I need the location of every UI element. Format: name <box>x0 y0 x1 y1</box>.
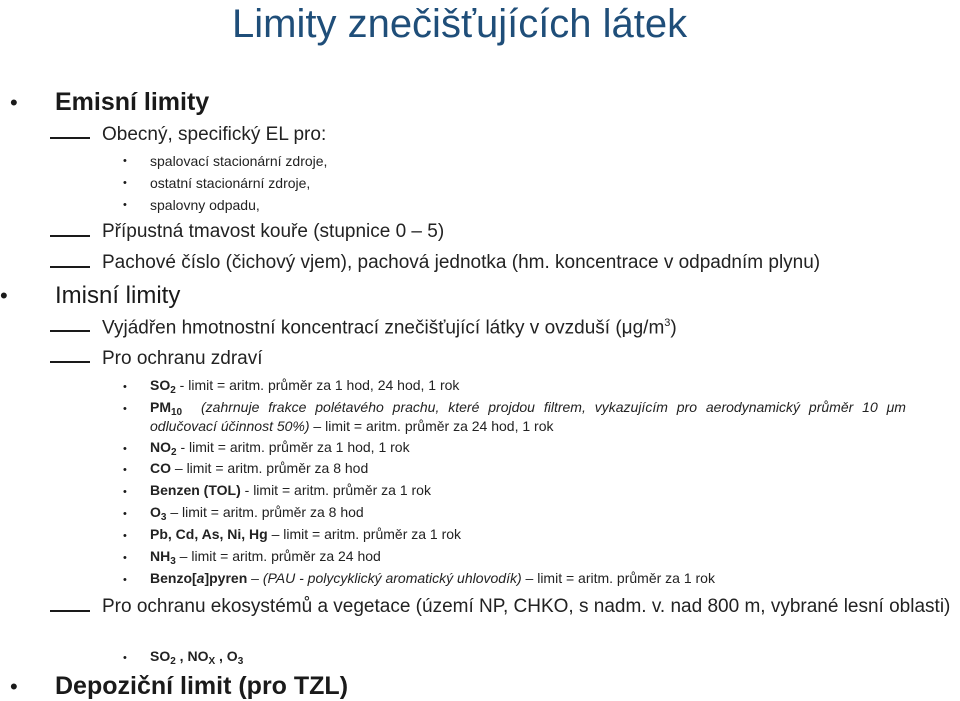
bullet-dot: • <box>123 508 127 520</box>
close-paren: ) <box>670 317 677 339</box>
pollutant-subscript: 2 <box>170 656 176 667</box>
bullet-dot: • <box>10 90 18 115</box>
pollutant-subscript: 2 <box>171 447 177 458</box>
pollutant-limit: – limit = aritm. průměr za 1 rok <box>521 570 715 586</box>
bullet-dot: • <box>123 530 127 542</box>
pollutant-metals <box>150 526 461 542</box>
bullet-dot: • <box>123 652 127 664</box>
bullet-dot: • <box>123 199 127 211</box>
eko-pollutants <box>150 648 243 667</box>
pollutant-o3 <box>150 504 364 523</box>
pollutant-name: SO <box>150 377 171 393</box>
section-heading-emisni: Emisní limity <box>55 88 210 116</box>
bullet-dot: • <box>123 443 127 455</box>
section-heading-depozicni: Depoziční limit (pro TZL) <box>55 672 349 700</box>
pollutant-pm10 <box>150 399 182 418</box>
mu-symbol: μ <box>621 317 633 339</box>
imisni-ekosystemy: Pro ochranu ekosystémů a vegetace (území NP, CHKO, s nadm. v. nad 800 m, vybrané lesní oblasti) <box>102 596 951 617</box>
pollutant-limit: – limit = aritm. průměr za 8 hod <box>166 504 364 520</box>
pm10-note-text2: odlučovací účinnost 50%) <box>150 418 310 434</box>
dash-marker <box>50 610 90 612</box>
dash-marker <box>50 235 90 237</box>
bullet-dot: • <box>123 177 127 189</box>
pollutant-name: Pb, Cd, As, Ni, Hg <box>150 526 268 542</box>
pollutant-subscript: 3 <box>160 512 167 523</box>
dash-marker <box>50 330 90 332</box>
source-item: ostatní stacionární zdroje, <box>150 175 311 191</box>
imisni-zdravi: Pro ochranu zdraví <box>102 348 263 369</box>
emisni-obecny: Obecný, specifický EL pro: <box>102 124 327 145</box>
pollutant-limit: – limit = aritm. průměr za 1 rok <box>267 526 462 542</box>
pm10-note-line2 <box>150 418 553 434</box>
pollutant-limit: - limit = aritm. průměr za 1 hod, 1 rok <box>176 439 410 455</box>
pollutant-co <box>150 460 368 476</box>
pm10-note-text: (zahrnuje frakce polétavého prachu, které projdou filtrem, vykazujícím pro aerodynamický průměr 10 <box>201 399 887 415</box>
bullet-dot: • <box>123 464 127 476</box>
emisni-tmavost: Přípustná tmavost kouře (stupnice 0 – 5) <box>102 221 445 242</box>
pollutant-name: SO <box>150 648 171 664</box>
pollutant-subscript: 2 <box>170 385 176 396</box>
pollutant-nh3 <box>150 548 381 567</box>
emisni-pachove: Pachové číslo (čichový vjem), pachová jednotka (hm. koncentrace v odpadním plynu) <box>102 252 821 273</box>
vyjadren-text: Vyjádřen hmotnostní koncentrací znečišťující látky v ovzduší ( <box>102 317 622 339</box>
pollutant-so2 <box>150 377 459 396</box>
pollutant-name: , O <box>215 648 238 664</box>
pollutant-name: Benzen (TOL) <box>150 482 241 498</box>
pollutant-name-end: ]pyren <box>204 570 248 586</box>
bullet-dot: • <box>123 552 127 564</box>
bullet-dot: • <box>123 403 127 415</box>
pollutant-name: , NO <box>175 648 209 664</box>
pollutant-name-italic: a <box>196 570 205 586</box>
pollutant-limit: – limit = aritm. průměr za 8 hod <box>171 460 369 476</box>
unit-text: m <box>894 399 906 415</box>
bullet-dot: • <box>123 381 127 393</box>
pollutant-name: PM <box>150 399 171 415</box>
pollutant-name: NH <box>150 548 171 564</box>
source-item: spalovny odpadu, <box>150 197 260 213</box>
pollutant-limit: – limit = aritm. průměr za 24 hod, 1 rok <box>309 418 554 434</box>
source-item: spalovací stacionární zdroje, <box>150 153 328 169</box>
page-title: Limity znečišťujících látek <box>232 2 688 46</box>
bullet-dot: • <box>0 283 8 308</box>
pollutant-no2 <box>150 439 410 458</box>
section-heading-imisni: Imisní limity <box>55 282 181 309</box>
unit-exponent: 3 <box>664 317 671 329</box>
pollutant-name: Benzo[ <box>150 570 197 586</box>
bullet-dot: • <box>10 674 18 699</box>
pollutant-name: O <box>150 504 161 520</box>
imisni-vyjadren <box>102 317 677 339</box>
mu-symbol: μ <box>886 399 895 415</box>
dash-marker <box>50 137 90 139</box>
pollutant-subscript: 3 <box>237 656 244 667</box>
dash-marker <box>50 266 90 268</box>
pm10-note <box>201 399 957 415</box>
pollutant-limit: - limit = aritm. průměr za 1 hod, 24 hod, 1 rok <box>175 377 460 393</box>
pollutant-note: – (PAU - polycyklický aromatický uhlovodík) <box>247 570 522 586</box>
bullet-dot: • <box>123 486 127 498</box>
pollutant-subscript: 10 <box>171 407 183 418</box>
pollutant-name: NO <box>150 439 171 455</box>
pollutant-subscript: X <box>208 656 216 667</box>
pollutant-subscript: 3 <box>170 556 176 567</box>
pollutant-benzen <box>150 482 431 498</box>
bullet-dot: • <box>123 155 127 167</box>
pollutant-limit: – limit = aritm. průměr za 24 hod <box>175 548 381 564</box>
pollutant-limit: - limit = aritm. průměr za 1 rok <box>240 482 431 498</box>
bullet-dot: • <box>123 574 127 586</box>
unit-text: g/m <box>632 317 665 339</box>
pollutant-bap <box>150 570 715 586</box>
dash-marker <box>50 361 90 363</box>
pollutant-name: CO <box>150 460 171 476</box>
